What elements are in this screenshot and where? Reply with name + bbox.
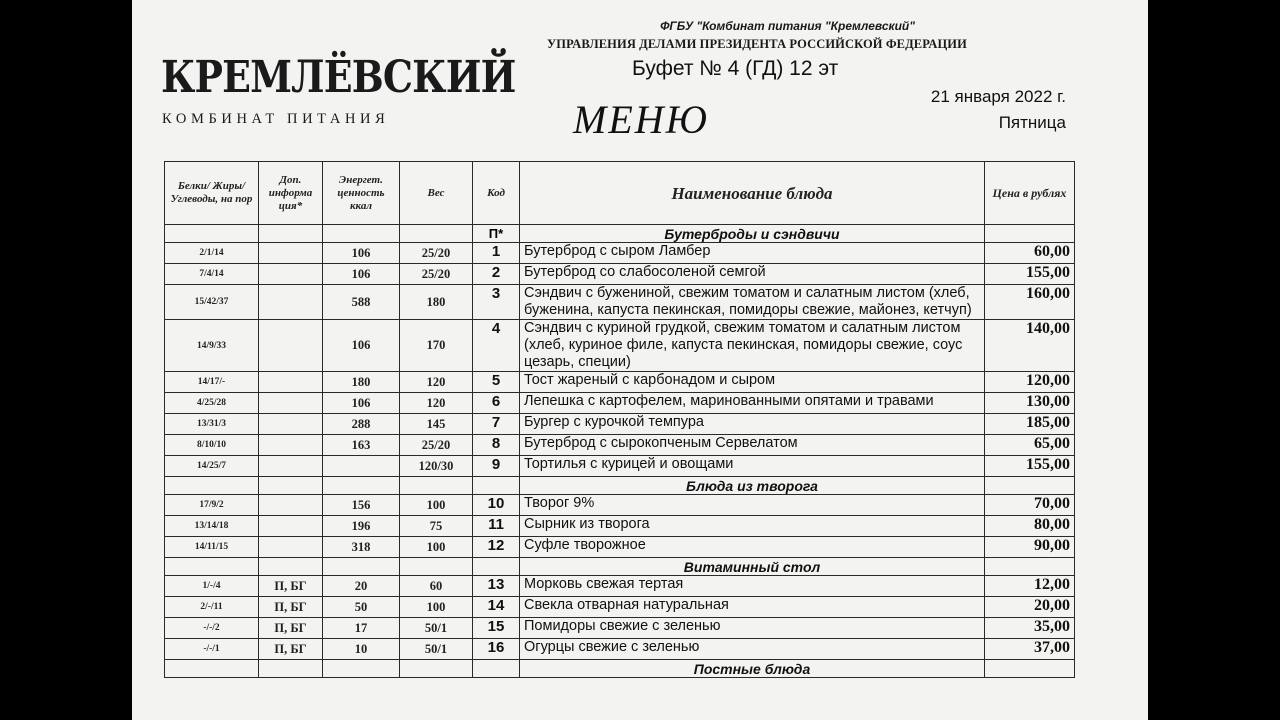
dish-name-cell: Тост жареный с карбонадом и сыром <box>520 372 985 393</box>
section-title: Блюда из творога <box>520 477 985 495</box>
weight-cell: 120/30 <box>400 456 473 477</box>
section-title: Витаминный стол <box>520 558 985 576</box>
weight-cell: 60 <box>400 576 473 597</box>
section-code-mark <box>473 660 520 678</box>
calories-cell <box>323 456 400 477</box>
nutrition-cell: 2/1/14 <box>165 243 259 264</box>
dish-name-cell: Свекла отварная натуральная <box>520 597 985 618</box>
col-header-info: Доп. информа ция* <box>259 162 323 225</box>
section-code-mark: П* <box>473 225 520 243</box>
weight-cell: 50/1 <box>400 618 473 639</box>
organization-name: ФГБУ "Комбинат питания "Кремлевский" <box>660 19 915 33</box>
calories-cell: 20 <box>323 576 400 597</box>
section-title: Бутерброды и сэндвичи <box>520 225 985 243</box>
section-header-row <box>165 558 1075 576</box>
calories-cell: 106 <box>323 243 400 264</box>
nutrition-cell: 4/25/28 <box>165 393 259 414</box>
table-row <box>165 372 1075 393</box>
dish-code-cell: 7 <box>473 414 520 435</box>
table-row <box>165 435 1075 456</box>
calories-cell: 180 <box>323 372 400 393</box>
menu-title: МЕНЮ <box>573 97 709 142</box>
dish-code-cell: 10 <box>473 495 520 516</box>
weight-cell: 75 <box>400 516 473 537</box>
dish-code-cell: 2 <box>473 264 520 285</box>
organization-department: УПРАВЛЕНИЯ ДЕЛАМИ ПРЕЗИДЕНТА РОССИЙСКОЙ ФЕДЕРАЦИИ <box>547 37 967 51</box>
price-cell: 160,00 <box>985 285 1075 320</box>
dish-name-cell: Бутерброд со слабосоленой семгой <box>520 264 985 285</box>
empty-cell <box>985 477 1075 495</box>
extra-info-cell <box>259 320 323 372</box>
extra-info-cell <box>259 393 323 414</box>
nutrition-cell: -/-/1 <box>165 639 259 660</box>
dish-name-cell: Сэндвич с куриной грудкой, свежим томатом и салатным листом (хлеб, куриное филе, капуста пекинская, помидоры свежие, соус цезарь, специи) <box>520 320 985 372</box>
dish-code-cell: 14 <box>473 597 520 618</box>
empty-cell <box>323 225 400 243</box>
calories-cell: 318 <box>323 537 400 558</box>
table-row <box>165 243 1075 264</box>
empty-cell <box>323 660 400 678</box>
price-cell: 65,00 <box>985 435 1075 456</box>
nutrition-cell: 14/25/7 <box>165 456 259 477</box>
weight-cell: 25/20 <box>400 264 473 285</box>
dish-code-cell: 5 <box>473 372 520 393</box>
weight-cell: 50/1 <box>400 639 473 660</box>
dish-code-cell: 9 <box>473 456 520 477</box>
dish-name-cell: Сырник из творога <box>520 516 985 537</box>
calories-cell: 106 <box>323 393 400 414</box>
price-cell: 185,00 <box>985 414 1075 435</box>
calories-cell: 288 <box>323 414 400 435</box>
extra-info-cell <box>259 495 323 516</box>
price-cell: 70,00 <box>985 495 1075 516</box>
weight-cell: 25/20 <box>400 435 473 456</box>
empty-cell <box>165 558 259 576</box>
dish-name-cell: Бутерброд с сырокопченым Сервелатом <box>520 435 985 456</box>
calories-cell: 196 <box>323 516 400 537</box>
col-header-name: Наименование блюда <box>520 162 985 225</box>
calories-cell: 10 <box>323 639 400 660</box>
menu-table-body <box>165 225 1075 678</box>
section-title: Постные блюда <box>520 660 985 678</box>
empty-cell <box>259 558 323 576</box>
section-header-row <box>165 660 1075 678</box>
table-row <box>165 264 1075 285</box>
extra-info-cell <box>259 516 323 537</box>
weight-cell: 180 <box>400 285 473 320</box>
table-row <box>165 285 1075 320</box>
col-header-code: Код <box>473 162 520 225</box>
menu-table <box>164 161 1075 678</box>
table-row <box>165 456 1075 477</box>
dish-code-cell: 15 <box>473 618 520 639</box>
nutrition-cell: 7/4/14 <box>165 264 259 285</box>
empty-cell <box>400 477 473 495</box>
dish-code-cell: 1 <box>473 243 520 264</box>
empty-cell <box>165 225 259 243</box>
weight-cell: 145 <box>400 414 473 435</box>
empty-cell <box>165 477 259 495</box>
calories-cell: 106 <box>323 264 400 285</box>
price-cell: 37,00 <box>985 639 1075 660</box>
empty-cell <box>259 225 323 243</box>
nutrition-cell: 1/-/4 <box>165 576 259 597</box>
logo-wordmark: КРЕМЛЁВСКИЙ <box>161 52 516 103</box>
table-header-row <box>165 162 1075 225</box>
dish-code-cell: 12 <box>473 537 520 558</box>
extra-info-cell <box>259 537 323 558</box>
menu-weekday: Пятница <box>998 113 1066 132</box>
price-cell: 90,00 <box>985 537 1075 558</box>
section-header-row <box>165 477 1075 495</box>
nutrition-cell: 14/9/33 <box>165 320 259 372</box>
empty-cell <box>323 477 400 495</box>
menu-sheet <box>132 0 1148 720</box>
empty-cell <box>323 558 400 576</box>
price-cell: 130,00 <box>985 393 1075 414</box>
price-cell: 35,00 <box>985 618 1075 639</box>
dish-code-cell: 3 <box>473 285 520 320</box>
empty-cell <box>259 477 323 495</box>
section-header-row <box>165 225 1075 243</box>
table-row <box>165 537 1075 558</box>
price-cell: 120,00 <box>985 372 1075 393</box>
extra-info-cell: П, БГ <box>259 618 323 639</box>
dish-name-cell: Лепешка с картофелем, маринованными опятами и травами <box>520 393 985 414</box>
price-cell: 155,00 <box>985 456 1075 477</box>
calories-cell: 156 <box>323 495 400 516</box>
logo-subtitle: КОМБИНАТ ПИТАНИЯ <box>162 111 390 127</box>
empty-cell <box>400 225 473 243</box>
weight-cell: 120 <box>400 393 473 414</box>
empty-cell <box>985 225 1075 243</box>
table-row <box>165 414 1075 435</box>
nutrition-cell: 13/14/18 <box>165 516 259 537</box>
extra-info-cell <box>259 435 323 456</box>
col-header-weight: Вес <box>400 162 473 225</box>
nutrition-cell: 13/31/3 <box>165 414 259 435</box>
table-row <box>165 495 1075 516</box>
table-row <box>165 393 1075 414</box>
table-row <box>165 618 1075 639</box>
extra-info-cell <box>259 372 323 393</box>
empty-cell <box>400 660 473 678</box>
dish-name-cell: Сэндвич с бужениной, свежим томатом и салатным листом (хлеб, буженина, капуста пекинская, помидоры свежие, майонез, кетчуп) <box>520 285 985 320</box>
price-cell: 12,00 <box>985 576 1075 597</box>
buffet-location: Буфет № 4 (ГД) 12 эт <box>632 57 839 80</box>
nutrition-cell: -/-/2 <box>165 618 259 639</box>
price-cell: 140,00 <box>985 320 1075 372</box>
table-row <box>165 639 1075 660</box>
calories-cell: 106 <box>323 320 400 372</box>
extra-info-cell <box>259 264 323 285</box>
dish-code-cell: 16 <box>473 639 520 660</box>
price-cell: 60,00 <box>985 243 1075 264</box>
nutrition-cell: 8/10/10 <box>165 435 259 456</box>
col-header-bju: Белки/ Жиры/ Углеводы, на пор <box>165 162 259 225</box>
dish-name-cell: Помидоры свежие с зеленью <box>520 618 985 639</box>
table-row <box>165 516 1075 537</box>
calories-cell: 163 <box>323 435 400 456</box>
price-cell: 155,00 <box>985 264 1075 285</box>
nutrition-cell: 2/-/11 <box>165 597 259 618</box>
empty-cell <box>400 558 473 576</box>
dish-name-cell: Огурцы свежие с зеленью <box>520 639 985 660</box>
nutrition-cell: 15/42/37 <box>165 285 259 320</box>
empty-cell <box>985 558 1075 576</box>
calories-cell: 588 <box>323 285 400 320</box>
empty-cell <box>259 660 323 678</box>
extra-info-cell: П, БГ <box>259 639 323 660</box>
dish-code-cell: 13 <box>473 576 520 597</box>
extra-info-cell: П, БГ <box>259 576 323 597</box>
weight-cell: 100 <box>400 537 473 558</box>
nutrition-cell: 14/11/15 <box>165 537 259 558</box>
calories-cell: 17 <box>323 618 400 639</box>
table-row <box>165 320 1075 372</box>
nutrition-cell: 17/9/2 <box>165 495 259 516</box>
weight-cell: 25/20 <box>400 243 473 264</box>
table-row <box>165 597 1075 618</box>
menu-date: 21 января 2022 г. <box>930 87 1066 106</box>
dish-code-cell: 11 <box>473 516 520 537</box>
dish-name-cell: Бургер с курочкой темпура <box>520 414 985 435</box>
extra-info-cell <box>259 414 323 435</box>
price-cell: 80,00 <box>985 516 1075 537</box>
table-row <box>165 576 1075 597</box>
extra-info-cell: П, БГ <box>259 597 323 618</box>
calories-cell: 50 <box>323 597 400 618</box>
dish-name-cell: Суфле творожное <box>520 537 985 558</box>
section-code-mark <box>473 477 520 495</box>
weight-cell: 170 <box>400 320 473 372</box>
dish-name-cell: Тортилья с курицей и овощами <box>520 456 985 477</box>
dish-code-cell: 8 <box>473 435 520 456</box>
extra-info-cell <box>259 285 323 320</box>
extra-info-cell <box>259 243 323 264</box>
dish-code-cell: 4 <box>473 320 520 372</box>
empty-cell <box>165 660 259 678</box>
col-header-kcal: Энергет. ценность ккал <box>323 162 400 225</box>
dish-name-cell: Морковь свежая тертая <box>520 576 985 597</box>
weight-cell: 100 <box>400 495 473 516</box>
dish-name-cell: Творог 9% <box>520 495 985 516</box>
weight-cell: 120 <box>400 372 473 393</box>
col-header-price: Цена в рублях <box>985 162 1075 225</box>
nutrition-cell: 14/17/- <box>165 372 259 393</box>
empty-cell <box>985 660 1075 678</box>
dish-code-cell: 6 <box>473 393 520 414</box>
dish-name-cell: Бутерброд с сыром Ламбер <box>520 243 985 264</box>
weight-cell: 100 <box>400 597 473 618</box>
section-code-mark <box>473 558 520 576</box>
extra-info-cell <box>259 456 323 477</box>
price-cell: 20,00 <box>985 597 1075 618</box>
